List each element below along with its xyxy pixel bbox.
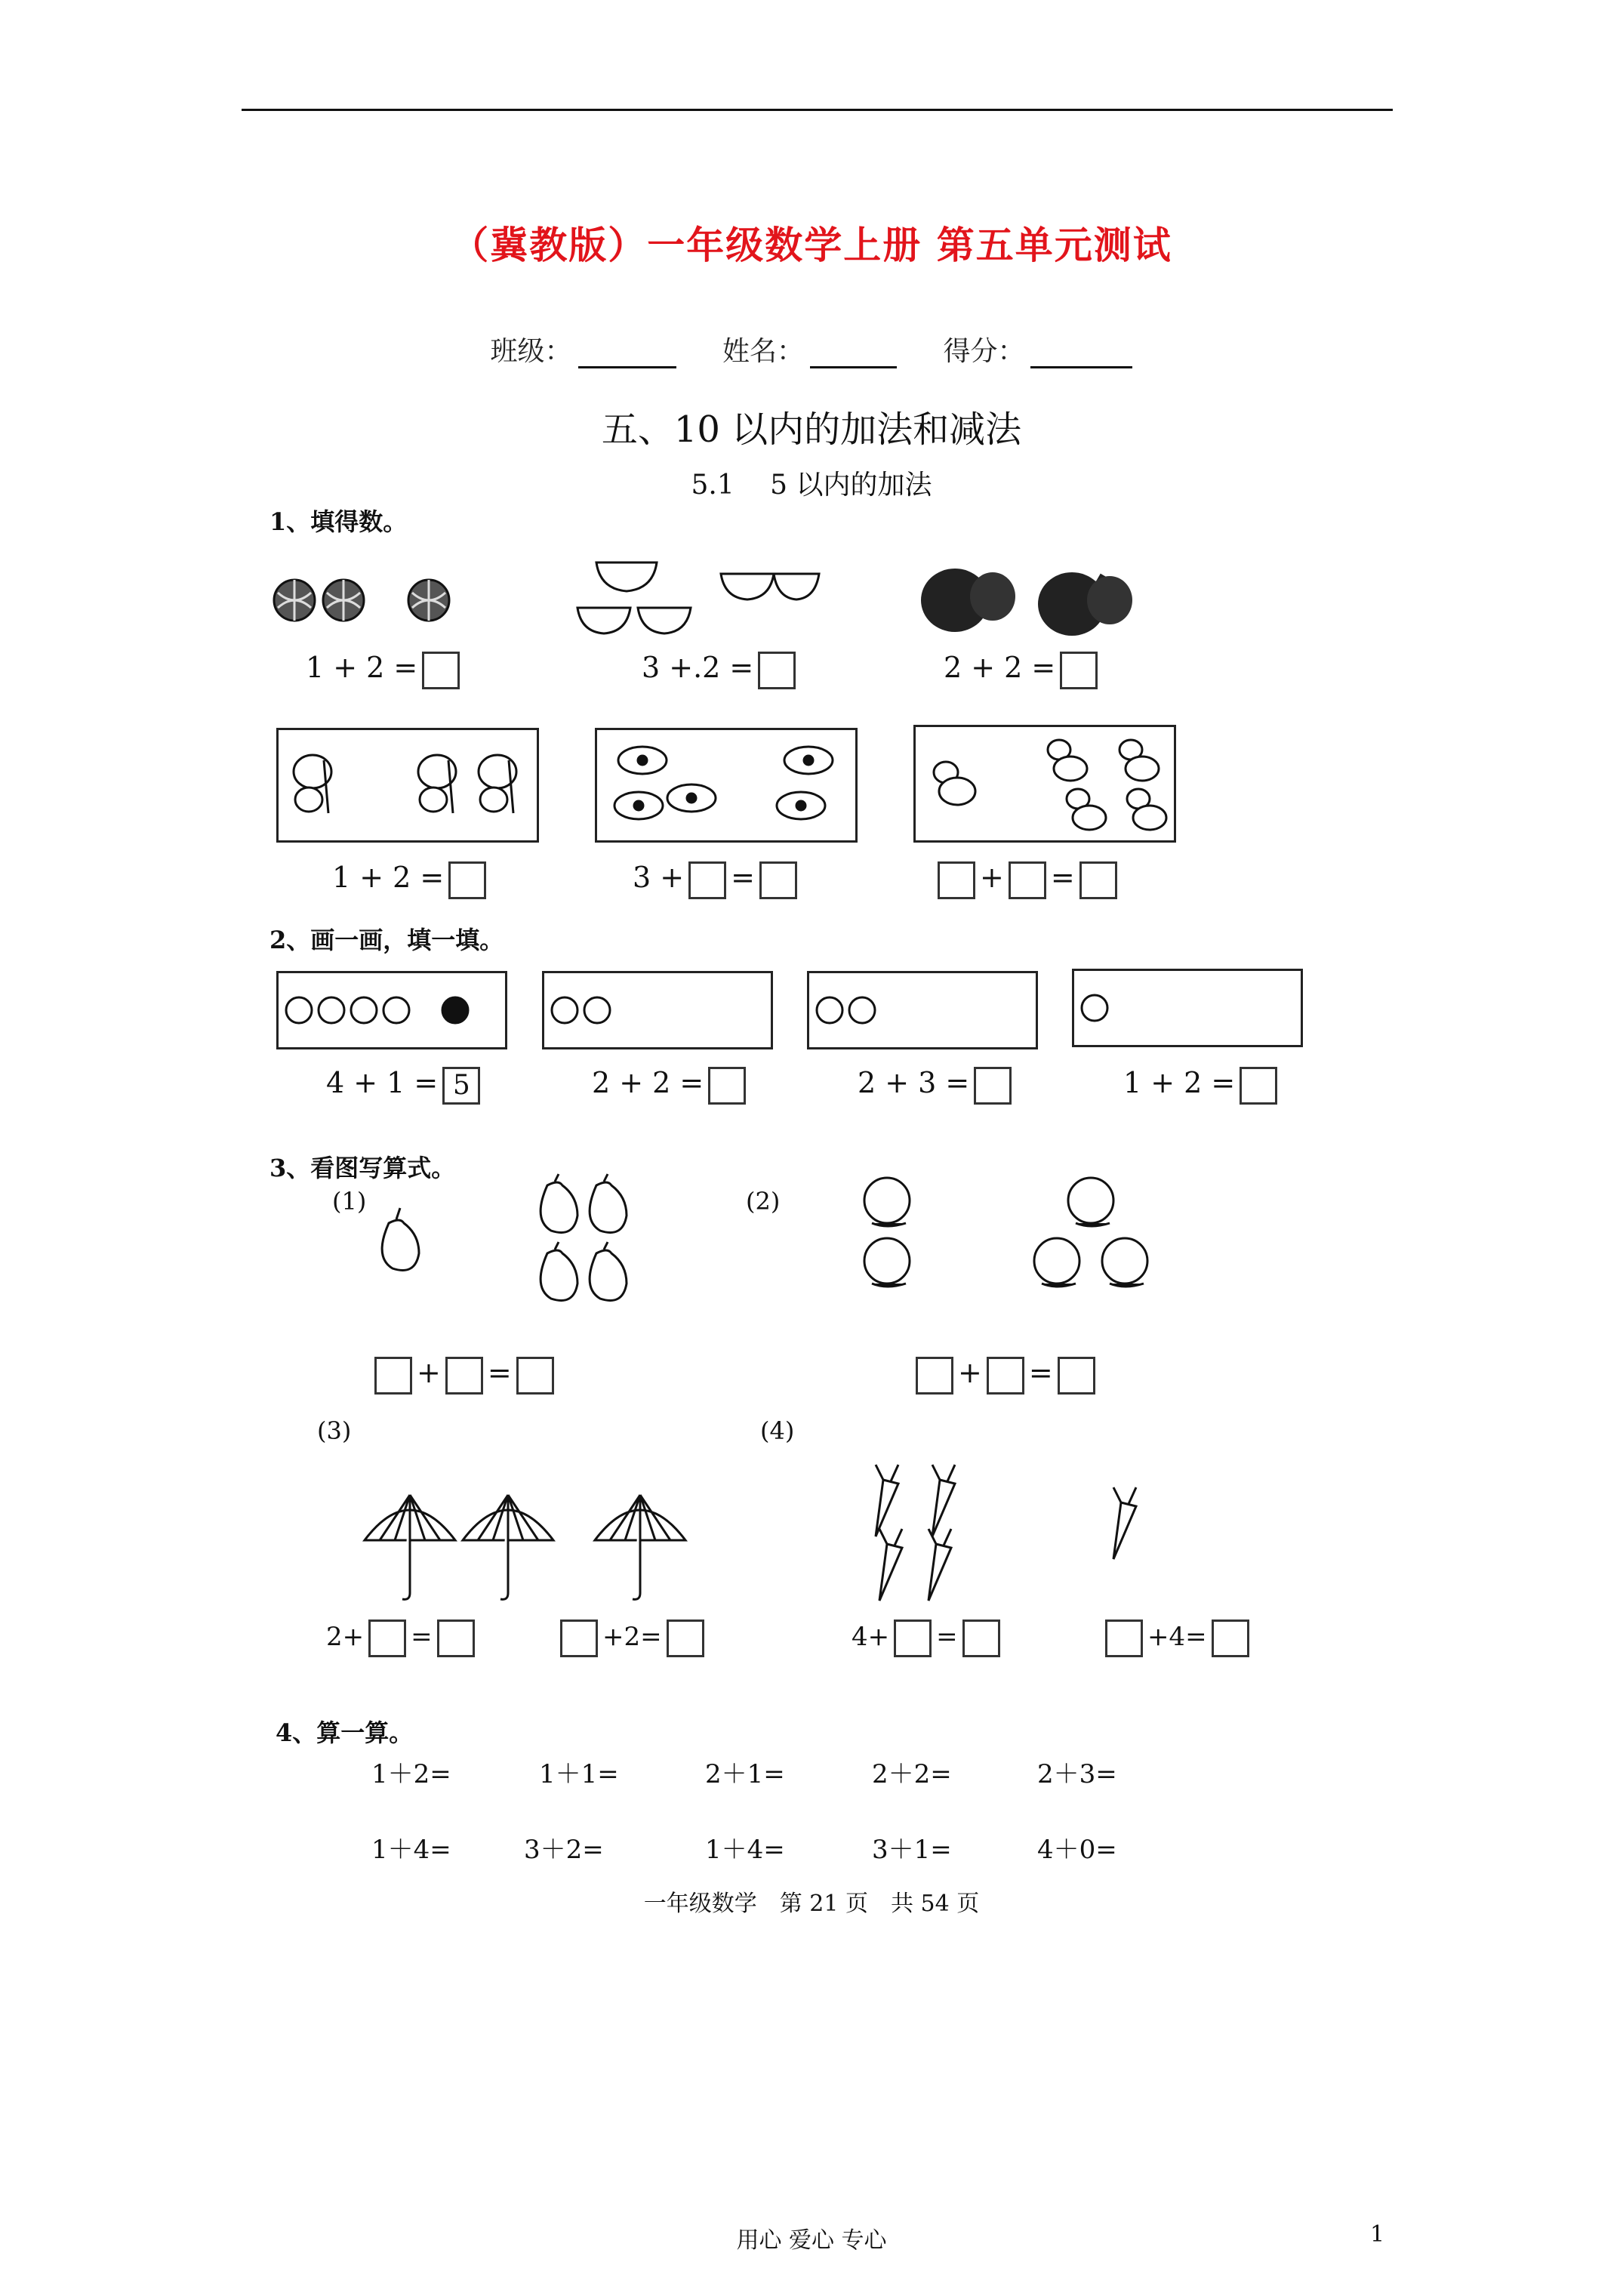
carrots-picture <box>861 1461 1163 1612</box>
peach-icon <box>864 1238 910 1287</box>
q3-title: 3、看图写算式。 <box>269 1154 456 1182</box>
flower-icon <box>784 747 833 774</box>
answer-box[interactable] <box>894 1620 932 1657</box>
butterflies-frame <box>276 728 539 843</box>
flowers-picture <box>597 730 855 840</box>
butterfly-icon <box>294 755 331 813</box>
answer-box[interactable] <box>1009 861 1046 899</box>
paddles-picture <box>917 559 1144 642</box>
circle-icon <box>383 997 409 1023</box>
class-blank <box>578 342 676 368</box>
pear-icon <box>382 1208 419 1271</box>
q3-eq-1 <box>370 1356 559 1395</box>
book-page-line: 一年级数学 第 21 页 共 54 页 <box>643 1891 980 1917</box>
q4-calc-10: 4＋0= <box>1037 1835 1117 1865</box>
q1-eq-1 <box>306 651 464 689</box>
answer-box[interactable] <box>962 1620 1000 1657</box>
circle-icon <box>1082 995 1107 1021</box>
answer-box[interactable] <box>938 861 975 899</box>
q4-calc-9: 3＋1= <box>872 1835 952 1865</box>
circle-icon <box>552 997 577 1023</box>
flower-icon <box>614 792 663 819</box>
q3-label-1: (1) <box>332 1187 367 1216</box>
q1-eq-6 <box>933 861 1122 899</box>
chicks-picture <box>916 727 1174 840</box>
q4-calc-1: 1＋2= <box>371 1759 451 1789</box>
peach-icon <box>1102 1238 1147 1287</box>
flower-icon <box>618 747 667 774</box>
circle-icon <box>849 997 875 1023</box>
q3-label-4: (4) <box>760 1416 795 1445</box>
q3-label-2: (2) <box>746 1187 781 1216</box>
q1-eq-4-text: 1 + 2 = <box>332 861 445 894</box>
answer-box[interactable] <box>1060 652 1098 689</box>
q3-eq-5 <box>852 1620 1005 1657</box>
answer-box[interactable] <box>987 1357 1024 1395</box>
carrot-icon <box>929 1529 951 1601</box>
q4-calc-6: 1＋4= <box>371 1835 451 1865</box>
footer-slogan: 用心 爱心 专心 <box>736 2227 887 2254</box>
q2-eq-2-text: 2 + 2 = <box>592 1066 704 1099</box>
carrot-icon <box>879 1529 902 1601</box>
carrot-icon <box>932 1465 955 1536</box>
answer-box[interactable] <box>445 1357 483 1395</box>
answer-box[interactable] <box>688 861 726 899</box>
ball-icon <box>274 580 315 621</box>
pear-icon <box>540 1242 577 1301</box>
name-label: 姓名： <box>722 336 804 367</box>
flowers-frame <box>595 728 858 843</box>
q3-eq-4-text-a: +2= <box>602 1622 662 1652</box>
chick-icon <box>1067 789 1106 830</box>
answer-box[interactable] <box>437 1620 475 1657</box>
q1-eq-1-text: 1 + 2 = <box>306 651 418 684</box>
plus-sign: + <box>958 1356 982 1389</box>
page-number: 1 <box>1370 2221 1385 2248</box>
q1-eq-3-text: 2 + 2 = <box>944 651 1056 684</box>
equals-sign: = <box>1028 1356 1053 1389</box>
answer-box[interactable] <box>368 1620 406 1657</box>
answer-box[interactable] <box>1079 861 1117 899</box>
q1-eq-3 <box>944 651 1102 689</box>
q3-eq-5-text-a: 4+ <box>852 1622 890 1652</box>
peaches-picture <box>861 1166 1163 1302</box>
circles-frame-4 <box>1072 969 1303 1047</box>
answer-box[interactable] <box>974 1067 1012 1105</box>
carrot-icon <box>1113 1487 1136 1559</box>
ball-icon <box>408 580 449 621</box>
chicks-frame <box>913 725 1176 843</box>
peach-icon <box>1034 1238 1079 1287</box>
circles-picture-4 <box>1074 971 1301 1045</box>
q1-eq-2 <box>642 651 800 689</box>
chick-icon <box>1048 740 1087 781</box>
top-rule <box>242 109 1393 111</box>
class-label: 班级： <box>490 336 572 367</box>
circles-frame-1 <box>276 971 507 1049</box>
paddle-icon <box>1038 572 1132 636</box>
filled-circle-icon <box>442 997 468 1023</box>
equals-sign: = <box>487 1356 512 1389</box>
q3-label-3: (3) <box>317 1416 352 1445</box>
answer-box[interactable] <box>1105 1620 1143 1657</box>
q3-eq-3-text-a: 2+ <box>326 1622 365 1652</box>
chick-icon <box>934 762 975 805</box>
answer-box[interactable] <box>667 1620 704 1657</box>
q4-calc-7: 3＋2= <box>524 1835 604 1865</box>
q4-calc-5: 2＋3= <box>1037 1759 1117 1789</box>
q2-eq-3-text: 2 + 3 = <box>858 1066 970 1099</box>
q1-eq-6-text-a: + <box>980 861 1004 894</box>
q3-eq-6 <box>1101 1620 1254 1657</box>
q4-calc-2: 1＋1= <box>539 1759 619 1789</box>
pear-icon <box>590 1242 627 1301</box>
q4-calc-8: 1＋4= <box>705 1835 785 1865</box>
q4-title: 4、算一算。 <box>276 1718 414 1747</box>
q3-eq-4 <box>556 1620 709 1657</box>
q4-calc-4: 2＋2= <box>872 1759 952 1789</box>
bowl-icon <box>577 608 630 633</box>
answer-box[interactable] <box>708 1067 746 1105</box>
answer-box[interactable] <box>1058 1357 1095 1395</box>
butterfly-icon <box>418 755 456 813</box>
peach-icon <box>1068 1178 1113 1226</box>
q2-eq-4 <box>1123 1066 1282 1105</box>
q2-eq-1-text: 4 + 1 = <box>326 1066 439 1099</box>
pears-picture <box>362 1178 642 1314</box>
umbrella-icon <box>365 1495 455 1599</box>
chick-icon <box>1119 740 1159 781</box>
bowl-icon <box>774 574 819 599</box>
page-title: （冀教版）一年级数学上册 第五单元测试 <box>451 223 1172 267</box>
q1-eq-4 <box>332 861 491 899</box>
carrot-icon <box>876 1465 898 1536</box>
answer-box[interactable] <box>916 1357 953 1395</box>
circle-icon <box>351 997 377 1023</box>
answer-box[interactable] <box>759 861 797 899</box>
equals-sign: = <box>411 1622 433 1652</box>
circles-picture-1 <box>279 973 505 1047</box>
answer-box[interactable]: 5 <box>442 1067 480 1105</box>
q1-title: 1、填得数。 <box>269 507 408 536</box>
answer-box[interactable] <box>448 861 486 899</box>
peach-icon <box>864 1178 910 1226</box>
circle-icon <box>319 997 344 1023</box>
answer-box[interactable] <box>758 652 796 689</box>
answer-box[interactable] <box>1212 1620 1249 1657</box>
q2-eq-4-text: 1 + 2 = <box>1123 1066 1236 1099</box>
flower-icon <box>777 792 825 819</box>
bowl-icon <box>721 574 774 599</box>
q1-eq-5-text-b: = <box>731 861 755 894</box>
circles-picture-3 <box>809 973 1036 1047</box>
q3-eq-2 <box>911 1356 1100 1395</box>
circles-picture-2 <box>544 973 771 1047</box>
balls-picture <box>272 574 460 630</box>
score-blank <box>1030 342 1132 368</box>
butterflies-picture <box>279 730 537 840</box>
umbrella-icon <box>463 1495 553 1599</box>
chick-icon <box>1127 789 1166 830</box>
q1-eq-6-text-b: = <box>1050 861 1075 894</box>
ball-icon <box>323 580 364 621</box>
q1-eq-2-text: 3 +.2 = <box>642 651 754 684</box>
section-heading: 5.1 5 以内的加法 <box>691 470 932 501</box>
plus-sign: + <box>417 1356 441 1389</box>
equals-sign: = <box>936 1622 958 1652</box>
flower-icon <box>667 784 716 812</box>
circle-icon <box>817 997 842 1023</box>
q2-eq-3 <box>858 1066 1016 1105</box>
q1-eq-5 <box>633 861 802 899</box>
circles-frame-2 <box>542 971 773 1049</box>
q3-eq-6-text-a: +4= <box>1147 1622 1207 1652</box>
answer-box[interactable] <box>374 1357 412 1395</box>
circle-icon <box>584 997 610 1023</box>
score-label: 得分： <box>943 336 1025 367</box>
q2-eq-1 <box>326 1066 485 1105</box>
answer-box[interactable] <box>516 1357 554 1395</box>
answer-box[interactable] <box>560 1620 598 1657</box>
paddle-icon <box>921 569 1015 632</box>
answer-box[interactable] <box>422 652 460 689</box>
answer-box[interactable] <box>1240 1067 1277 1105</box>
pear-icon <box>590 1174 627 1233</box>
circle-icon <box>286 997 312 1023</box>
q2-title: 2、画一画，填一填。 <box>269 926 504 954</box>
circles-frame-3 <box>807 971 1038 1049</box>
umbrella-icon <box>595 1495 685 1599</box>
q1-eq-5-text-a: 3 + <box>633 861 685 894</box>
chapter-heading: 五、10 以内的加法和减法 <box>601 408 1022 451</box>
umbrellas-picture <box>361 1480 701 1601</box>
bowl-icon <box>638 608 691 633</box>
q2-eq-2 <box>592 1066 750 1105</box>
q4-calc-3: 2＋1= <box>705 1759 785 1789</box>
pear-icon <box>540 1174 577 1233</box>
bowls-picture <box>574 555 815 646</box>
student-info <box>0 330 1623 368</box>
name-blank <box>810 342 897 368</box>
butterfly-icon <box>479 755 516 813</box>
bowl-icon <box>596 562 657 591</box>
q3-eq-3 <box>326 1620 479 1657</box>
